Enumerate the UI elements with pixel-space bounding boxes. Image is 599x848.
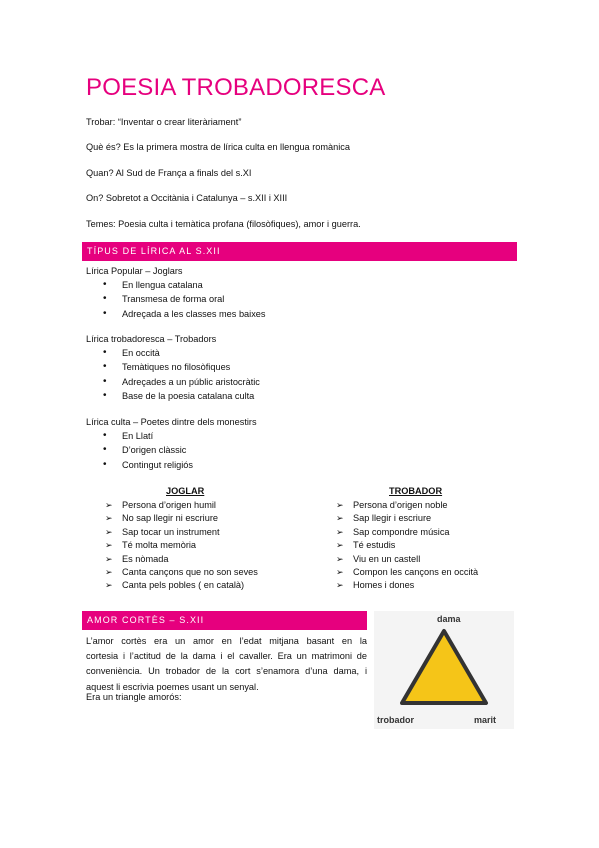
list-item: ➢ Canta cançons que no son seves <box>105 566 258 579</box>
list-item: • Temàtiques no filosòfiques <box>86 360 260 374</box>
list-item: ➢ Es nòmada <box>105 553 258 566</box>
triangle-label-trobador: trobador <box>377 715 414 725</box>
love-triangle-figure <box>374 611 514 729</box>
list-item: • Transmesa de forma oral <box>86 292 266 306</box>
group-title-trobadoresca: Lírica trobadoresca – Trobadors <box>86 334 217 344</box>
list-item: ➢ Persona d’origen humil <box>105 499 258 512</box>
list-item: ➢ Compon les cançons en occità <box>336 566 478 579</box>
list-culta <box>86 429 193 472</box>
triangle-intro: Era un triangle amorós: <box>86 692 182 702</box>
list-item: • En llengua catalana <box>86 278 266 292</box>
list-item: ➢ Persona d’origen noble <box>336 499 478 512</box>
list-item: ➢ Sap compondre música <box>336 526 478 539</box>
list-item: • Base de la poesia catalana culta <box>86 389 260 403</box>
joglar-heading: JOGLAR <box>166 486 205 496</box>
paragraph-line: conveniència. Un trobador de la cort s’enamora d’una dama, i <box>86 666 367 677</box>
group-title-culta: Lírica culta – Poetes dintre dels monestirs <box>86 417 257 427</box>
intro-quan: Quan? Al Sud de França a finals del s.XI <box>86 168 252 178</box>
list-trobadoresca <box>86 346 260 403</box>
section-heading-amor-cortes: AMOR CORTÈS – S.XII <box>82 611 367 630</box>
list-item: • En Llatí <box>86 429 193 443</box>
list-item: ➢ Homes i dones <box>336 579 478 592</box>
triangle-label-dama: dama <box>437 614 461 624</box>
amor-cortes-paragraph <box>86 634 367 695</box>
intro-trobar: Trobar: “Inventar o crear literàriament” <box>86 117 242 127</box>
list-popular <box>86 278 266 321</box>
list-item: ➢ Sap llegir i escriure <box>336 512 478 525</box>
paragraph-line: L’amor cortès era un amor en l’edat mitjana basant en la <box>86 636 367 646</box>
joglar-list <box>105 499 258 593</box>
list-item: • Adreçada a les classes mes baixes <box>86 307 266 321</box>
section-heading-tipus-lirica: TÍPUS DE LÍRICA AL S.XII <box>82 242 517 261</box>
intro-on: On? Sobretot a Occitània i Catalunya – s.XII i XIII <box>86 193 288 203</box>
list-item: ➢ No sap llegir ni escriure <box>105 512 258 525</box>
paragraph-line: cortesia i l’actitud de la dama i el cavaller. Era un matrimoni de <box>86 651 367 662</box>
list-item: ➢ Té molta memòria <box>105 539 258 552</box>
intro-que-es: Què és? Es la primera mostra de lírica culta en llengua romànica <box>86 142 351 152</box>
list-item: ➢ Té estudis <box>336 539 478 552</box>
triangle-shape <box>374 611 514 729</box>
triangle-label-marit: marit <box>474 715 497 725</box>
list-item: ➢ Sap tocar un instrument <box>105 526 258 539</box>
trobador-heading: TROBADOR <box>389 486 443 496</box>
intro-temes: Temes: Poesia culta i temàtica profana (filosòfiques), amor i guerra. <box>86 219 361 229</box>
list-item: • Contingut religiós <box>86 458 193 472</box>
list-item: • Adreçades a un públic aristocràtic <box>86 375 260 389</box>
list-item: • En occità <box>86 346 260 360</box>
list-item: • D’origen clàssic <box>86 443 193 457</box>
page-title: POESIA TROBADORESCA <box>86 74 386 101</box>
trobador-list <box>336 499 478 593</box>
list-item: ➢ Viu en un castell <box>336 553 478 566</box>
group-title-popular: Lírica Popular – Joglars <box>86 266 183 276</box>
paragraph-line: aquest li escrivia poemes usant un senyal. <box>86 681 259 692</box>
list-item: ➢ Canta pels pobles ( en català) <box>105 579 258 592</box>
